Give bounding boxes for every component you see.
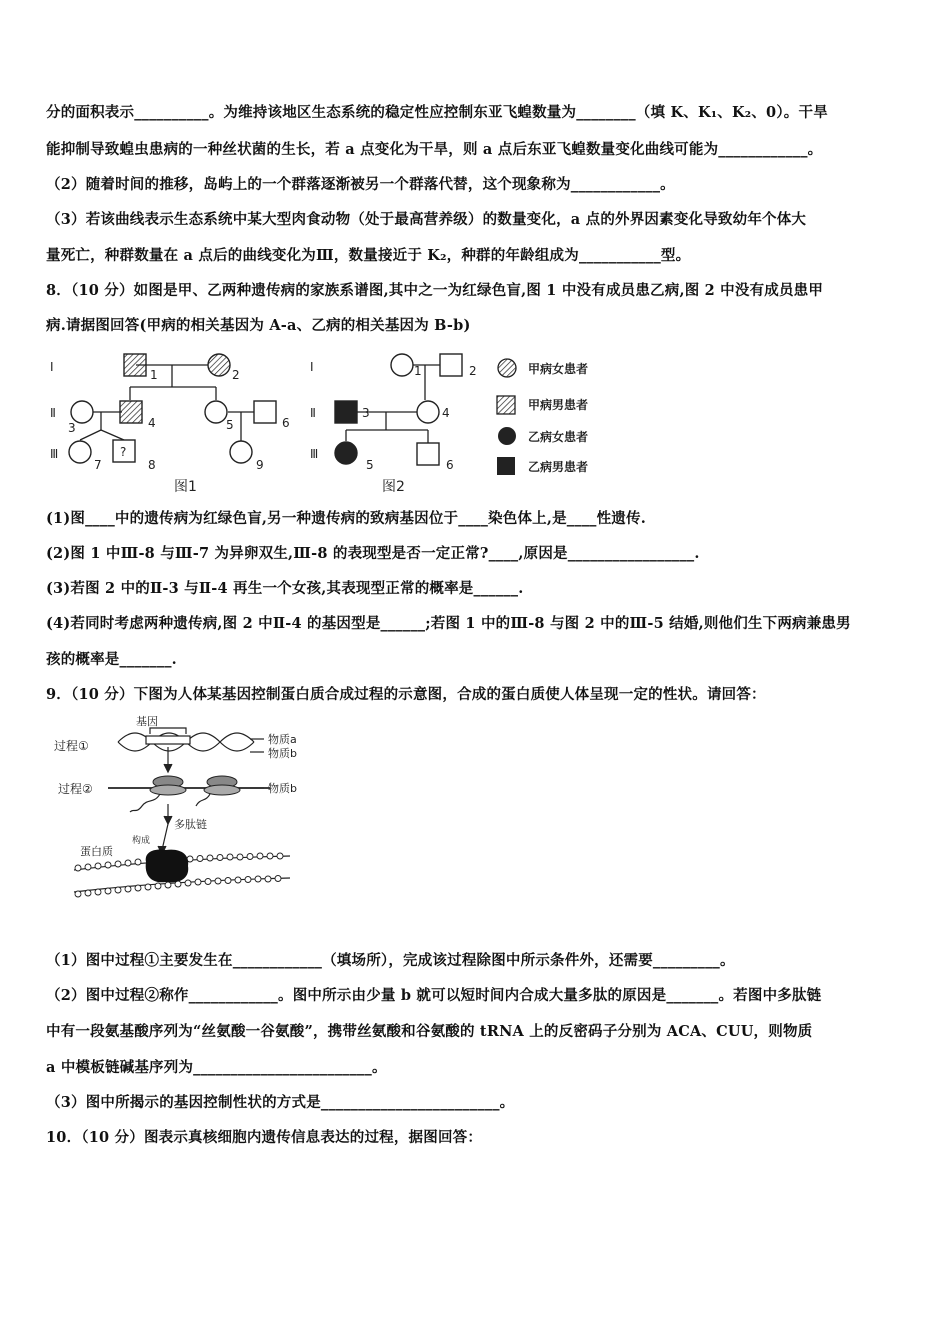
gen-label: Ⅱ [50, 406, 56, 420]
text-line: （1）图中过程①主要发生在____________（填场所），完成该过程除图中所示条件外，还需要_________。 [46, 952, 735, 969]
text-line: 病.请据图回答(甲病的相关基因为 A-a、乙病的相关基因为 B-b) [46, 317, 471, 334]
fig2-III5-affected-female [335, 442, 357, 464]
question-9: 9．（10 分）下图为人体某基因控制蛋白质合成过程的示意图，合成的蛋白质使人体呈现一定的性状。请回答： [46, 686, 766, 703]
process1-label: 过程① [54, 739, 89, 753]
text-line: 能抑制导致蝗虫患病的一种丝状菌的生长，若 a 点变化为干旱，则 a 点后东亚飞蝗数量变化曲线可能为____________。 [46, 141, 823, 158]
text-line: 分的面积表示__________。为维持该地区生态系统的稳定性应控制东亚飞蝗数量为________（填 K、K₁、K₂、0）。干旱 [46, 104, 828, 121]
question-mark: ? [120, 445, 127, 459]
member-number: 2 [469, 364, 477, 378]
gene-expression-figure [50, 712, 330, 917]
legend-label: 甲病男患者 [528, 398, 589, 412]
member-number: 6 [282, 416, 290, 430]
fig2-III6-male [417, 443, 439, 465]
constitutes-label: 构成 [132, 836, 151, 846]
text-line: 孩的概率是_______. [46, 651, 177, 668]
question-8: 8．（10 分）如图是甲、乙两种遗传病的家族系谱图,其中之一为红绿色盲,图 1 中没有成员患乙病,图 2 中没有成员患甲 [46, 282, 824, 299]
legend-label: 乙病女患者 [528, 430, 589, 444]
member-number: 7 [94, 458, 102, 472]
member-number: 3 [68, 421, 76, 435]
legend-label: 乙病男患者 [528, 460, 589, 474]
text-line: (4)若同时考虑两种遗传病,图 2 中Ⅱ-4 的基因型是______;若图 1 中的Ⅲ-8 与图 2 中的Ⅲ-5 结婚,则他们生下两病兼患男 [46, 615, 851, 632]
fig1-I1-affected-male [124, 354, 146, 376]
gen-label: Ⅰ [50, 360, 54, 374]
fig1-caption: 图1 [174, 479, 197, 495]
fig2-II4-female [417, 401, 439, 423]
member-number: 1 [150, 368, 158, 382]
pedigree-figure [40, 345, 610, 500]
substance-b-label: 物质b [268, 747, 297, 760]
text-line: (1)图____中的遗传病为红绿色盲,另一种遗传病的致病基因位于____染色体上,是____性遗传. [46, 510, 646, 527]
text-line: (2)图 1 中Ⅲ-8 与Ⅲ-7 为异卵双生,Ⅲ-8 的表现型是否一定正常?____,原因是_________________. [46, 545, 700, 562]
legend-yi-female-icon [498, 427, 516, 445]
legend-yi-male-icon [497, 457, 515, 475]
text-line: 中有一段氨基酸序列为“丝氨酸一谷氨酸”，携带丝氨酸和谷氨酸的 tRNA 上的反密码子分别为 ACA、CUU，则物质 [46, 1023, 813, 1040]
fig1-II4-affected-male [120, 401, 142, 423]
ribosome-icon [204, 785, 240, 795]
fig1-III7-female [69, 441, 91, 463]
legend-jia-male-icon [497, 396, 515, 414]
member-number: 8 [148, 458, 156, 472]
polypeptide-label: 多肽链 [174, 818, 207, 831]
member-number: 4 [442, 406, 450, 420]
fig2-I1-female [391, 354, 413, 376]
substance-b-label: 物质b [268, 782, 297, 795]
question-10: 10．（10 分）图表示真核细胞内遗传信息表达的过程，据图回答： [46, 1129, 483, 1146]
fig1-I2-affected-female [208, 354, 230, 376]
gen-label: Ⅱ [310, 406, 316, 420]
fig2-II3-affected-male [335, 401, 357, 423]
membrane-protein [146, 850, 189, 883]
fig2-I2-male [440, 354, 462, 376]
text-line: （3）图中所揭示的基因控制性状的方式是________________________。 [46, 1094, 515, 1111]
text-line: （2）图中过程②称作____________。图中所示由少量 b 就可以短时间内合成大量多肽的原因是_______。若图中多肽链 [46, 987, 822, 1004]
legend-label: 甲病女患者 [528, 362, 589, 376]
gen-label: Ⅰ [310, 360, 314, 374]
member-number: 4 [148, 416, 156, 430]
member-number: 9 [256, 458, 264, 472]
fig1-III9-female [230, 441, 252, 463]
text-line: a 中模板链碱基序列为________________________。 [46, 1059, 387, 1076]
text-line: （2）随着时间的推移，岛屿上的一个群落逐渐被另一个群落代替，这个现象称为____________。 [46, 176, 675, 193]
substance-a-label: 物质a [268, 733, 297, 746]
ribosome-icon [150, 785, 186, 795]
text-line: 量死亡，种群数量在 a 点后的曲线变化为Ⅲ，数量接近于 K₂，种群的年龄组成为___________型。 [46, 247, 691, 264]
member-number: 2 [232, 368, 240, 382]
fig1-II6-male [254, 401, 276, 423]
member-number: 5 [226, 418, 234, 432]
member-number: 6 [446, 458, 454, 472]
member-number: 1 [414, 364, 422, 378]
legend-jia-female-icon [498, 359, 516, 377]
gen-label: Ⅲ [50, 447, 59, 461]
gen-label: Ⅲ [310, 447, 319, 461]
fig2-caption: 图2 [382, 479, 405, 495]
protein-label: 蛋白质 [80, 845, 113, 858]
gene-label: 基因 [136, 715, 158, 728]
member-number: 3 [362, 406, 370, 420]
process2-label: 过程② [58, 782, 93, 796]
member-number: 5 [366, 458, 374, 472]
fig1-II3-female [71, 401, 93, 423]
text-line: （3）若该曲线表示生态系统中某大型肉食动物（处于最高营养级）的数量变化，a 点的外界因素变化导致幼年个体大 [46, 211, 807, 228]
text-line: (3)若图 2 中的Ⅱ-3 与Ⅱ-4 再生一个女孩,其表现型正常的概率是______. [46, 580, 524, 597]
fig1-II5-female [205, 401, 227, 423]
